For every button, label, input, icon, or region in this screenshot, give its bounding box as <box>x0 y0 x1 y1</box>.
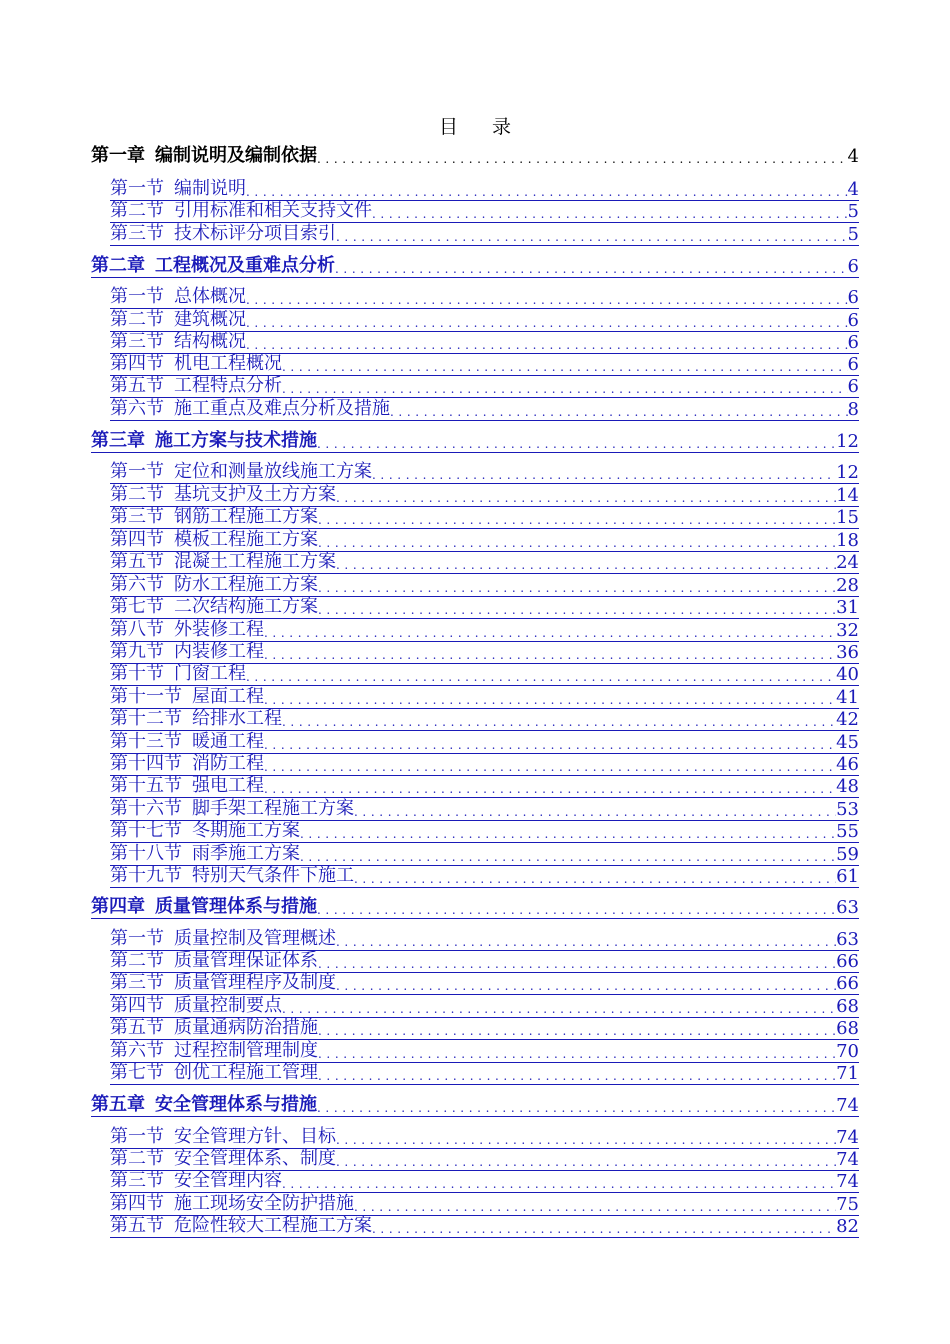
toc-entry-title: 模板工程施工方案 <box>174 529 318 550</box>
toc-entry-page-number: 4 <box>847 179 859 200</box>
toc-dot-leader <box>300 843 836 865</box>
toc-dot-leader <box>354 865 836 887</box>
toc-entry-title: 危险性较大工程施工方案 <box>174 1215 372 1236</box>
toc-entry-title: 质量管理体系与措施 <box>155 896 317 917</box>
toc-entry-page-number: 28 <box>836 575 859 596</box>
toc-entry-title: 二次结构施工方案 <box>174 596 318 617</box>
toc-entry-number: 第三节 <box>110 972 164 993</box>
toc-entry-page-number: 68 <box>836 1018 859 1039</box>
toc-dot-leader <box>246 331 848 353</box>
toc-entry-number: 第五节 <box>110 551 164 572</box>
toc-dot-leader <box>282 1170 836 1192</box>
toc-dot-leader <box>282 995 836 1017</box>
toc-entry-number: 第七节 <box>110 1062 164 1083</box>
toc-dot-leader <box>264 686 836 708</box>
toc-section-entry[interactable] <box>110 1215 859 1238</box>
toc-entry-title: 质量管理程序及制度 <box>174 972 336 993</box>
toc-entry-page-number: 71 <box>836 1063 859 1084</box>
toc-entry-number: 第三节 <box>110 223 164 244</box>
toc-dot-leader <box>264 753 836 775</box>
toc-dot-leader <box>372 1215 836 1237</box>
toc-entry-title: 消防工程 <box>192 753 264 774</box>
toc-entry-page-number: 6 <box>847 376 859 397</box>
toc-entry-title: 给排水工程 <box>192 708 282 729</box>
toc-entry-number: 第十八节 <box>110 843 182 864</box>
toc-dot-leader <box>300 820 836 842</box>
toc-entry-number: 第十六节 <box>110 798 182 819</box>
toc-dot-leader <box>318 1040 836 1062</box>
toc-dot-leader <box>372 200 848 222</box>
toc-entry-page-number: 40 <box>836 664 859 685</box>
toc-entry-number: 第二节 <box>110 484 164 505</box>
toc-dot-leader <box>336 1126 836 1148</box>
toc-entry-number: 第十五节 <box>110 775 182 796</box>
toc-entry-number: 第四章 <box>91 896 145 917</box>
toc-entry-page-number: 68 <box>836 996 859 1017</box>
toc-entry-title: 防水工程施工方案 <box>174 574 318 595</box>
toc-entry-page-number: 59 <box>836 844 859 865</box>
toc-entry-number: 第六节 <box>110 1040 164 1061</box>
toc-entry-number: 第五节 <box>110 375 164 396</box>
toc-dot-leader <box>318 574 836 596</box>
title-char-2: 录 <box>492 116 512 138</box>
toc-entry-number: 第十一节 <box>110 686 182 707</box>
toc-entry-title: 基坑支护及土方方案 <box>174 484 336 505</box>
toc-entry-number: 第一节 <box>110 286 164 307</box>
toc-entry-number: 第一章 <box>91 145 145 166</box>
toc-dot-leader <box>282 353 848 375</box>
toc-dot-leader <box>264 619 836 641</box>
toc-entry-number: 第三节 <box>110 1170 164 1191</box>
toc-entry-title: 编制说明 <box>174 178 246 199</box>
toc-entry-number: 第二节 <box>110 309 164 330</box>
toc-entry-number: 第四节 <box>110 353 164 374</box>
toc-dot-leader <box>335 255 848 277</box>
toc-entry-page-number: 24 <box>836 552 859 573</box>
toc-entry-page-number: 74 <box>836 1095 859 1116</box>
toc-entry-page-number: 74 <box>836 1127 859 1148</box>
toc-entry-number: 第三节 <box>110 331 164 352</box>
toc-entry-page-number: 55 <box>836 821 859 842</box>
toc-entry-title: 过程控制管理制度 <box>174 1040 318 1061</box>
toc-entry-page-number: 6 <box>847 310 859 331</box>
toc-entry-page-number: 48 <box>836 776 859 797</box>
toc-entry-title: 强电工程 <box>192 775 264 796</box>
toc-entry-title: 施工重点及难点分析及措施 <box>174 398 390 419</box>
toc-entry-title: 安全管理内容 <box>174 1170 282 1191</box>
toc-entry-number: 第五节 <box>110 1017 164 1038</box>
toc-entry-title: 机电工程概况 <box>174 353 282 374</box>
toc-entry-page-number: 53 <box>836 799 859 820</box>
toc-entry-title: 安全管理体系、制度 <box>174 1148 336 1169</box>
toc-dot-leader <box>354 798 836 820</box>
toc-entry-page-number: 41 <box>836 687 859 708</box>
toc-dot-leader <box>318 1062 836 1084</box>
toc-dot-leader <box>318 596 836 618</box>
toc-entry-number: 第二节 <box>110 1148 164 1169</box>
toc-entry-page-number: 63 <box>836 929 859 950</box>
toc-entry-title: 定位和测量放线施工方案 <box>174 461 372 482</box>
toc-section-entry[interactable] <box>110 223 859 246</box>
toc-entry-number: 第九节 <box>110 641 164 662</box>
toc-entry-number: 第六节 <box>110 574 164 595</box>
toc-entry-page-number: 46 <box>836 754 859 775</box>
title-char-1: 目 <box>438 116 458 138</box>
toc-dot-leader <box>390 398 848 420</box>
toc-section-entry[interactable] <box>110 865 859 888</box>
toc-entry-title: 编制说明及编制依据 <box>155 145 317 166</box>
toc-entry-page-number: 45 <box>836 732 859 753</box>
toc-entry-page-number: 82 <box>836 1216 859 1237</box>
toc-entry-title: 技术标评分项目索引 <box>174 223 336 244</box>
toc-entry-number: 第一节 <box>110 1126 164 1147</box>
toc-entry-page-number: 70 <box>836 1041 859 1062</box>
toc-entry-page-number: 66 <box>836 951 859 972</box>
toc-entry-title: 质量通病防治措施 <box>174 1017 318 1038</box>
toc-dot-leader <box>246 663 836 685</box>
toc-entry-number: 第十七节 <box>110 820 182 841</box>
toc-entry-number: 第一节 <box>110 178 164 199</box>
toc-entry-title: 钢筋工程施工方案 <box>174 506 318 527</box>
toc-entry-page-number: 6 <box>847 287 859 308</box>
toc-entry-page-number: 5 <box>847 201 859 222</box>
toc-entry-page-number: 8 <box>847 399 859 420</box>
toc-dot-leader <box>336 551 836 573</box>
toc-chapter-entry[interactable] <box>91 1094 859 1117</box>
toc-entry-number: 第四节 <box>110 1193 164 1214</box>
toc-entry-page-number: 42 <box>836 709 859 730</box>
toc-entry-page-number: 14 <box>836 485 859 506</box>
toc-entry-title: 质量控制要点 <box>174 995 282 1016</box>
toc-entry-page-number: 18 <box>836 530 859 551</box>
toc-entry-title: 外装修工程 <box>174 619 264 640</box>
toc-entry-title: 结构概况 <box>174 331 246 352</box>
toc-entry-page-number: 12 <box>836 462 859 483</box>
toc-entry-page-number: 74 <box>836 1171 859 1192</box>
toc-dot-leader <box>354 1193 836 1215</box>
toc-dot-leader <box>317 430 836 452</box>
toc-entry-number: 第二节 <box>110 950 164 971</box>
toc-dot-leader <box>317 1094 836 1116</box>
toc-entry-page-number: 5 <box>847 224 859 245</box>
toc-entry-title: 特别天气条件下施工 <box>192 865 354 886</box>
toc-dot-leader <box>336 1148 836 1170</box>
toc-entry-number: 第二章 <box>91 255 145 276</box>
toc-dot-leader <box>317 896 836 918</box>
toc-section-entry[interactable] <box>110 398 859 421</box>
toc-entry-number: 第一节 <box>110 461 164 482</box>
toc-dot-leader <box>264 731 836 753</box>
toc-entry-title: 混凝土工程施工方案 <box>174 551 336 572</box>
toc-dot-leader <box>318 1017 836 1039</box>
toc-chapter-entry[interactable] <box>91 896 859 919</box>
toc-entry-page-number: 6 <box>847 256 859 277</box>
toc-entry-page-number: 31 <box>836 597 859 618</box>
toc-entry-number: 第十二节 <box>110 708 182 729</box>
toc-entry-page-number: 6 <box>847 354 859 375</box>
toc-entry-number: 第十四节 <box>110 753 182 774</box>
toc-section-entry[interactable] <box>110 1062 859 1085</box>
toc-entry-number: 第六节 <box>110 398 164 419</box>
toc-entry-title: 暖通工程 <box>192 731 264 752</box>
toc-dot-leader <box>318 506 836 528</box>
toc-entry-number: 第八节 <box>110 619 164 640</box>
toc-entry-page-number: 12 <box>836 431 859 452</box>
toc-entry-title: 门窗工程 <box>174 663 246 684</box>
toc-dot-leader <box>282 708 836 730</box>
toc-entry-number: 第四节 <box>110 995 164 1016</box>
toc-dot-leader <box>336 484 836 506</box>
toc-dot-leader <box>336 928 836 950</box>
page-title <box>0 112 950 139</box>
toc-entry-page-number: 66 <box>836 973 859 994</box>
toc-entry-number: 第十九节 <box>110 865 182 886</box>
toc-chapter-entry[interactable] <box>91 255 859 278</box>
toc-entry-title: 安全管理方针、目标 <box>174 1126 336 1147</box>
toc-entry-title: 屋面工程 <box>192 686 264 707</box>
toc-entry-number: 第十节 <box>110 663 164 684</box>
toc-entry-page-number: 32 <box>836 620 859 641</box>
toc-entry-number: 第十三节 <box>110 731 182 752</box>
toc-entry-number: 第七节 <box>110 596 164 617</box>
toc-entry-title: 建筑概况 <box>174 309 246 330</box>
toc-entry-page-number: 61 <box>836 866 859 887</box>
toc-entry-number: 第三节 <box>110 506 164 527</box>
toc-entry-page-number: 36 <box>836 642 859 663</box>
toc-dot-leader <box>318 950 836 972</box>
toc-entry-title: 工程特点分析 <box>174 375 282 396</box>
toc-entry-page-number: 74 <box>836 1149 859 1170</box>
toc-entry-number: 第五节 <box>110 1215 164 1236</box>
toc-entry-number: 第三章 <box>91 430 145 451</box>
toc-chapter-entry <box>91 145 859 167</box>
toc-entry-number: 第一节 <box>110 928 164 949</box>
toc-dot-leader <box>336 972 836 994</box>
toc-entry-page-number: 75 <box>836 1194 859 1215</box>
toc-dot-leader <box>336 223 848 245</box>
toc-entry-number: 第五章 <box>91 1094 145 1115</box>
toc-entry-title: 质量控制及管理概述 <box>174 928 336 949</box>
toc-entry-title: 质量管理保证体系 <box>174 950 318 971</box>
toc-entry-title: 冬期施工方案 <box>192 820 300 841</box>
toc-entry-page-number: 15 <box>836 507 859 528</box>
toc-entry-page-number: 6 <box>847 332 859 353</box>
toc-entry-page-number: 4 <box>847 146 859 167</box>
toc-entry-number: 第四节 <box>110 529 164 550</box>
toc-entry-title: 引用标准和相关支持文件 <box>174 200 372 221</box>
toc-dot-leader <box>246 309 848 331</box>
toc-entry-title: 总体概况 <box>174 286 246 307</box>
toc-entry-title: 施工方案与技术措施 <box>155 430 317 451</box>
toc-entry-title: 雨季施工方案 <box>192 843 300 864</box>
toc-dot-leader <box>246 286 848 308</box>
toc-entry-title: 工程概况及重难点分析 <box>155 255 335 276</box>
toc-entry-title: 安全管理体系与措施 <box>155 1094 317 1115</box>
toc-dot-leader <box>264 641 836 663</box>
toc-dot-leader <box>317 145 848 167</box>
toc-entry-title: 创优工程施工管理 <box>174 1062 318 1083</box>
toc-dot-leader <box>318 529 836 551</box>
toc-entry-title: 内装修工程 <box>174 641 264 662</box>
toc-entry-page-number: 63 <box>836 897 859 918</box>
toc-entry-title: 脚手架工程施工方案 <box>192 798 354 819</box>
toc-entry-number: 第二节 <box>110 200 164 221</box>
toc-chapter-entry[interactable] <box>91 430 859 453</box>
toc-entry-title: 施工现场安全防护措施 <box>174 1193 354 1214</box>
toc-dot-leader <box>372 461 836 483</box>
